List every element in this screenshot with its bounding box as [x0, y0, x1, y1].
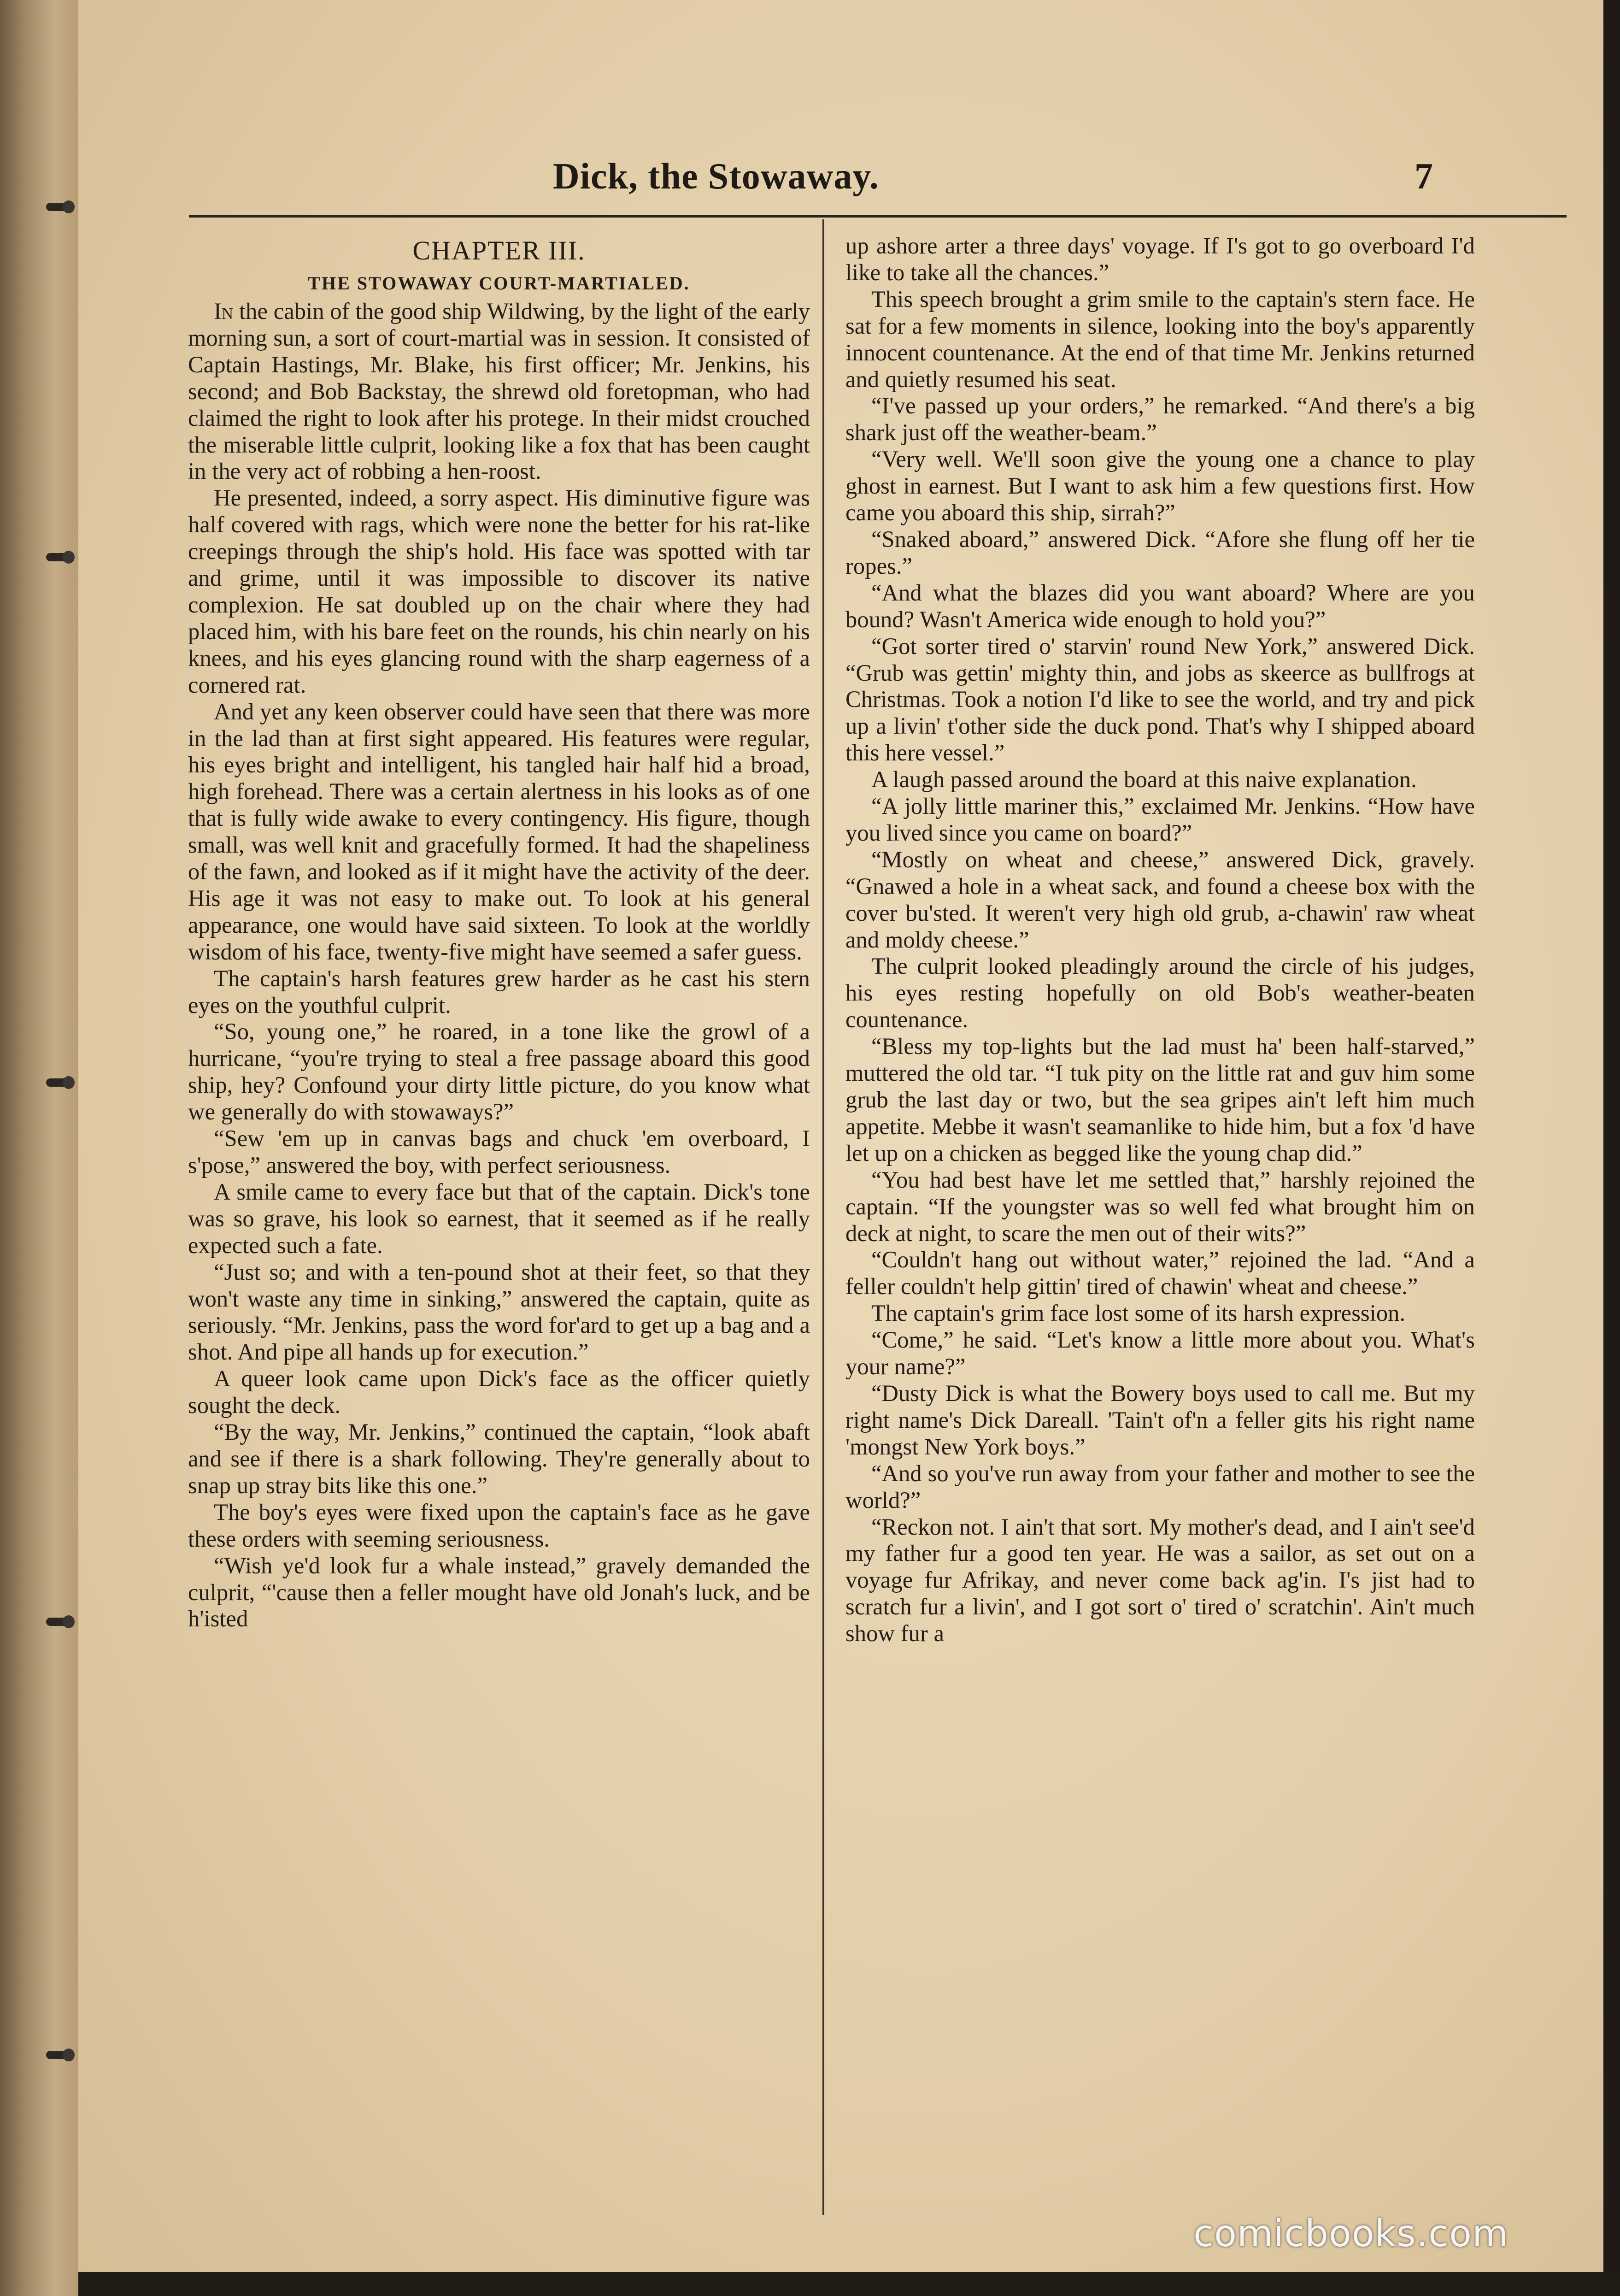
paragraph: “Wish ye'd look fur a whale instead,” gravely demanded the culprit, “'cause then a feller mought have old Jonah's luck, and be h'isted — [188, 1552, 810, 1632]
paragraph: And yet any keen observer could have seen that there was more in the lad than at first sight appeared. His features were regular, his eyes bright and intelligent, his tangled hair half hid a broad, high forehead. There was a certain alertness in his looks as of one that is fully wide awake to every contingency. His figure, though small, was well knit and gracefully formed. It had the shapeliness of the fawn, and looked as if it might have the activity of the deer. His age it was not easy to make out. To look at his general appearance, one would have said sixteen. To look at the worldly wisdom of his face, twenty-five might have seemed a safer guess. — [188, 698, 810, 965]
paragraph: “Bless my top-lights but the lad must ha' been half-starved,” muttered the old tar. “I tuk pity on the little rat and guv him some grub the last day or two, but the sea gripes ain't left him much appetite. Mebbe it wasn't seamanlike to hide him, but a fox 'd have let up on a chicken as begged like the young chap did.” — [845, 1033, 1475, 1166]
chapter-title: CHAPTER III. — [412, 235, 586, 265]
page-edge-shadow — [1603, 0, 1620, 2296]
chapter-subtitle: THE STOWAWAY COURT-MARTIALED. — [308, 273, 690, 294]
binding-stitch — [46, 2051, 74, 2059]
binding-stitch — [46, 1618, 74, 1626]
paragraph: A smile came to every face but that of the captain. Dick's tone was so grave, his look so earnest, that it seemed as if he really expected such a fate. — [188, 1178, 810, 1258]
running-head — [78, 156, 1615, 211]
paragraph: A queer look came upon Dick's face as the officer quietly sought the deck. — [188, 1366, 810, 1419]
page-number: 7 — [1415, 156, 1433, 197]
paragraph: “Reckon not. I ain't that sort. My mother's dead, and I ain't see'd my father fur a good ten year. He was a sailor, as set out on a voyage fur Afrikay, and never come back ag'in. I's jist had to scratch fur a livin', and I got sort o' tired o' scratchin'. Ain't much show fur a — [845, 1513, 1475, 1647]
paragraph: “Dusty Dick is what the Bowery boys used to call me. But my right name's Dick Dareall. 'Tain't of'n a feller gits his right name 'mongst New York boys.” — [845, 1380, 1475, 1460]
page-bottom-edge — [78, 2272, 1620, 2296]
binding-stitch — [46, 203, 74, 211]
opening-paragraph — [188, 298, 810, 485]
paragraph: “Very well. We'll soon give the young one a chance to play ghost in earnest. But I want to ask him a few questions first. How came you aboard this ship, sirrah?” — [845, 446, 1475, 526]
paragraph: “Snaked aboard,” answered Dick. “Afore she flung off her tie ropes.” — [845, 526, 1475, 579]
book-spine — [0, 0, 80, 2296]
running-title: Dick, the Stowaway. — [553, 156, 879, 197]
paragraph: The culprit looked pleadingly around the circle of his judges, his eyes resting hopefully on old Bob's weather-beaten countenance. — [845, 953, 1475, 1033]
paragraph: This speech brought a grim smile to the captain's stern face. He sat for a few moments in silence, looking into the boy's apparently innocent countenance. At the end of that time Mr. Jenkins returned and quietly resumed his seat. — [845, 286, 1475, 392]
binding-stitch — [46, 1078, 74, 1087]
paragraph: up ashore arter a three days' voyage. If I's got to go overboard I'd like to take all the chances.” — [845, 233, 1475, 285]
paragraph: “You had best have let me settled that,” harshly rejoined the captain. “If the youngster was so well fed what brought him on deck at night, to scare the men out of their wits?” — [845, 1166, 1475, 1246]
paragraph: “Come,” he said. “Let's know a little more about you. What's your name?” — [845, 1327, 1475, 1380]
paragraph: “And what the blazes did you want aboard? Where are you bound? Wasn't America wide enough to hold you?” — [845, 579, 1475, 632]
paragraph: “I've passed up your orders,” he remarked. “And there's a big shark just off the weather-beam.” — [845, 393, 1475, 446]
paragraph: “Just so; and with a ten-pound shot at their feet, so that they won't waste any time in sinking,” answered the captain, quite as seriously. “Mr. Jenkins, pass the word for'ard to get up a bag and a shot. And pipe all hands up for execution.” — [188, 1259, 810, 1365]
paragraph: “A jolly little mariner this,” exclaimed Mr. Jenkins. “How have you lived since you came on board?” — [845, 793, 1475, 846]
watermark: comicbooks.com — [1193, 2212, 1509, 2255]
paragraph: The boy's eyes were fixed upon the captain's face as he gave these orders with seeming seriousness. — [188, 1499, 810, 1552]
header-rule — [189, 215, 1567, 218]
left-column — [188, 233, 810, 1632]
opening-line: the cabin of the good ship Wildwing, by — [233, 298, 615, 324]
opening-word: In — [214, 298, 234, 324]
binding-stitch — [46, 553, 74, 561]
column-divider — [822, 219, 824, 2215]
paragraph: “Got sorter tired o' starvin' round New York,” answered Dick. “Grub was gettin' mighty thin, and jobs as skeerce as bullfrogs at Christmas. Took a notion I'd like to see the world, and try and pick up a livin' t'other side the duck pond. That's why I shipped aboard this here vessel.” — [845, 633, 1475, 766]
paragraph: “So, young one,” he roared, in a tone like the growl of a hurricane, “you're trying to steal a free passage aboard this good ship, hey? Confound your dirty little picture, do you know what we generally do with stowaways?” — [188, 1018, 810, 1125]
paragraph: “Sew 'em up in canvas bags and chuck 'em overboard, I s'pose,” answered the boy, with perfect seriousness. — [188, 1125, 810, 1178]
paragraph: “Mostly on wheat and cheese,” answered Dick, gravely. “Gnawed a hole in a wheat sack, and found a cheese box with the cover bu'sted. It weren't very high old grub, a-chawin' raw wheat and moldy cheese.” — [845, 846, 1475, 953]
paragraph: He presented, indeed, a sorry aspect. His diminutive figure was half covered with rags, which were none the better for his rat-like creepings through the ship's hold. His face was spotted with tar and grime, until it was impossible to discover its native complexion. He sat doubled up on the chair where they had placed him, with his bare feet on the rounds, his chin nearly on his knees, and his eyes glancing round with the sharp eagerness of a cornered rat. — [188, 485, 810, 698]
right-column — [845, 233, 1475, 1647]
paragraph: The captain's harsh features grew harder as he cast his stern eyes on the youthful culprit. — [188, 965, 810, 1018]
paragraph: “And so you've run away from your father and mother to see the world?” — [845, 1460, 1475, 1513]
paragraph-text: the light of the early morning sun, a sort of court-martial was in session. It consisted of Captain Hastings, Mr. Blake, his first officer; Mr. Jenkins, his second; and Bob Backstay, the shrewd old foretopman, who had claimed the right to look after his protege. In their midst crouched the miserable little culprit, looking like a fox that has been caught in the very act of robbing a hen-roost. — [188, 298, 810, 484]
paragraph: A laugh passed around the board at this naive explanation. — [871, 766, 1417, 793]
paragraph: The captain's grim face lost some of its harsh expression. — [871, 1300, 1406, 1326]
book-page — [78, 0, 1615, 2296]
paragraph: “Couldn't hang out without water,” rejoined the lad. “And a feller couldn't help gittin' tired of chawin' wheat and cheese.” — [845, 1247, 1475, 1300]
paragraph: “By the way, Mr. Jenkins,” continued the captain, “look abaft and see if there is a shark following. They're generally about to snap up stray bits like this one.” — [188, 1419, 810, 1498]
